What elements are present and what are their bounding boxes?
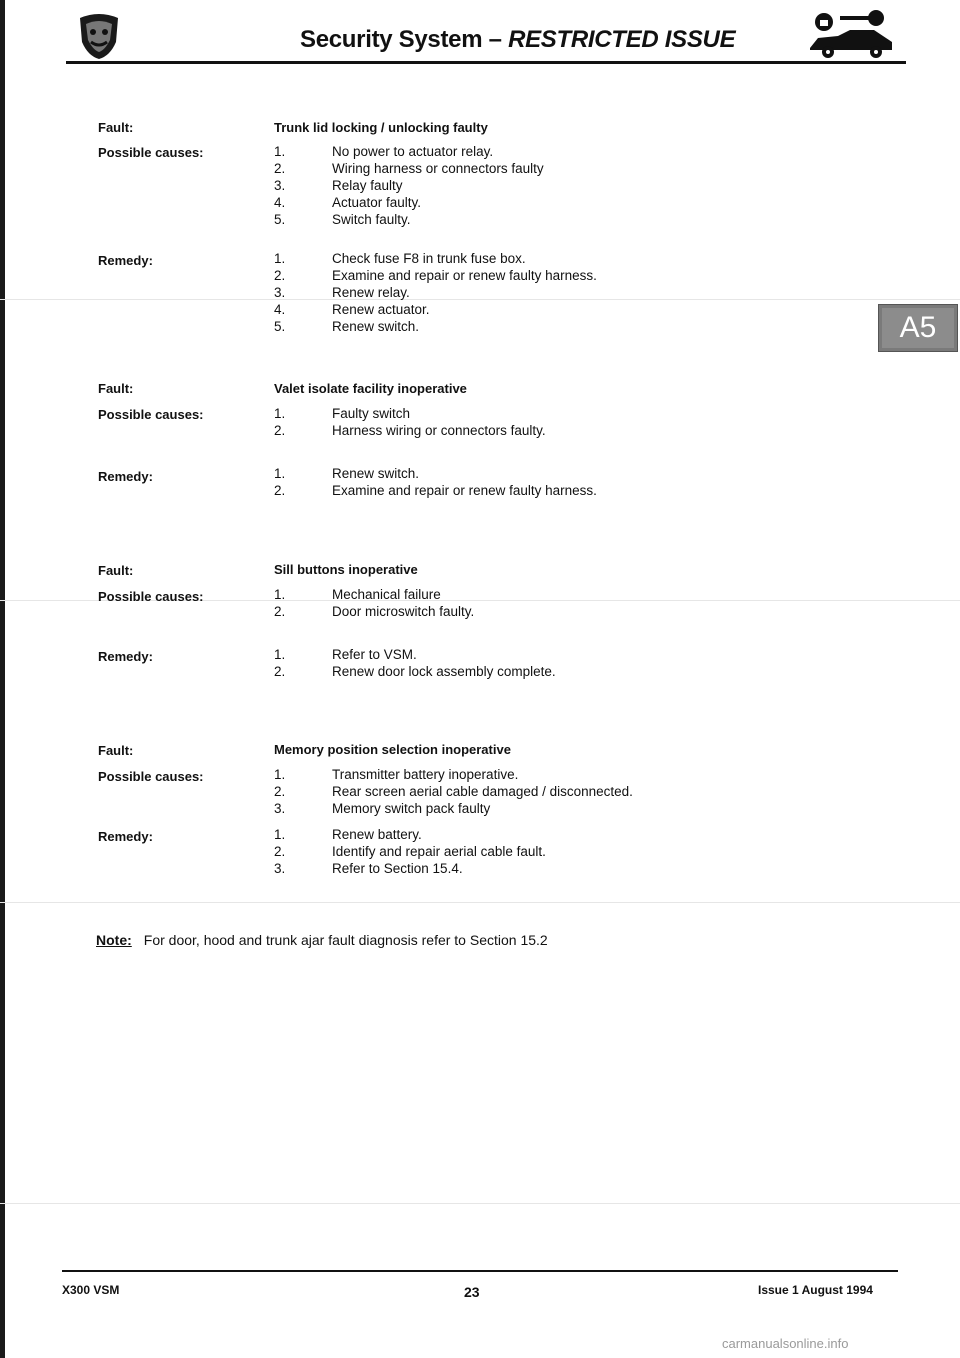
causes-label: Possible causes: bbox=[98, 145, 204, 160]
cause-item: 4. Actuator faulty. bbox=[274, 195, 422, 210]
remedy-label: Remedy: bbox=[98, 469, 153, 484]
cause-item: 3. Memory switch pack faulty bbox=[274, 801, 491, 816]
cause-item: 1. Transmitter battery inoperative. bbox=[274, 767, 519, 782]
page-title bbox=[300, 26, 735, 54]
fault-title: Sill buttons inoperative bbox=[274, 562, 418, 577]
note bbox=[96, 932, 548, 948]
footer-manual-code: X300 VSM bbox=[62, 1283, 120, 1297]
remedy-item: 1. Check fuse F8 in trunk fuse box. bbox=[274, 251, 526, 266]
remedy-item: 2. Examine and repair or renew faulty harness. bbox=[274, 483, 597, 498]
binding-edge bbox=[0, 0, 5, 1358]
section-tab-badge: A5 bbox=[878, 304, 958, 352]
remedy-item: 2. Examine and repair or renew faulty harness. bbox=[274, 268, 597, 283]
note-key: Note: bbox=[96, 932, 132, 948]
fault-title: Memory position selection inoperative bbox=[274, 742, 511, 757]
remedy-item: 5. Renew switch. bbox=[274, 319, 420, 334]
watermark: carmanualsonline.info bbox=[722, 1336, 849, 1351]
remedy-item: 4. Renew actuator. bbox=[274, 302, 430, 317]
causes-label: Possible causes: bbox=[98, 769, 204, 784]
cause-item: 1. No power to actuator relay. bbox=[274, 144, 494, 159]
cause-item: 2. Wiring harness or connectors faulty bbox=[274, 161, 544, 176]
jaguar-head-logo-icon bbox=[76, 12, 122, 60]
fault-label: Fault: bbox=[98, 563, 134, 578]
title-main: Security System – bbox=[300, 26, 502, 53]
cause-item: 5. Switch faulty. bbox=[274, 212, 411, 227]
remedy-item: 1. Renew switch. bbox=[274, 466, 420, 481]
remedy-label: Remedy: bbox=[98, 829, 153, 844]
cause-item: 1. Mechanical failure bbox=[274, 587, 441, 602]
scan-line bbox=[0, 299, 960, 300]
remedy-item: 2. Renew door lock assembly complete. bbox=[274, 664, 556, 679]
title-restricted: RESTRICTED ISSUE bbox=[508, 26, 736, 53]
cause-item: 1. Faulty switch bbox=[274, 406, 411, 421]
remedy-item: 1. Renew battery. bbox=[274, 827, 422, 842]
fault-label: Fault: bbox=[98, 743, 134, 758]
fault-title: Valet isolate facility inoperative bbox=[274, 381, 467, 396]
remedy-item: 2. Identify and repair aerial cable fault. bbox=[274, 844, 546, 859]
cause-item: 2. Rear screen aerial cable damaged / disconnected. bbox=[274, 784, 633, 799]
footer-rule bbox=[62, 1270, 898, 1272]
page-number: 23 bbox=[464, 1284, 480, 1300]
causes-label: Possible causes: bbox=[98, 589, 204, 604]
remedy-item: 3. Renew relay. bbox=[274, 285, 410, 300]
remedy-item: 3. Refer to Section 15.4. bbox=[274, 861, 463, 876]
fault-title: Trunk lid locking / unlocking faulty bbox=[274, 120, 488, 135]
header-rule bbox=[66, 61, 906, 64]
cause-item: 2. Door microswitch faulty. bbox=[274, 604, 475, 619]
scan-line bbox=[0, 902, 960, 903]
remedy-label: Remedy: bbox=[98, 253, 153, 268]
note-text: For door, hood and trunk ajar fault diagnosis refer to Section 15.2 bbox=[143, 932, 548, 948]
cause-item: 3. Relay faulty bbox=[274, 178, 403, 193]
fault-label: Fault: bbox=[98, 120, 134, 135]
remedy-label: Remedy: bbox=[98, 649, 153, 664]
remedy-item: 1. Refer to VSM. bbox=[274, 647, 417, 662]
footer-issue-date: Issue 1 August 1994 bbox=[758, 1283, 873, 1297]
car-key-lock-icon bbox=[804, 8, 896, 60]
causes-label: Possible causes: bbox=[98, 407, 204, 422]
fault-label: Fault: bbox=[98, 381, 134, 396]
scan-line bbox=[0, 1203, 960, 1204]
cause-item: 2. Harness wiring or connectors faulty. bbox=[274, 423, 546, 438]
